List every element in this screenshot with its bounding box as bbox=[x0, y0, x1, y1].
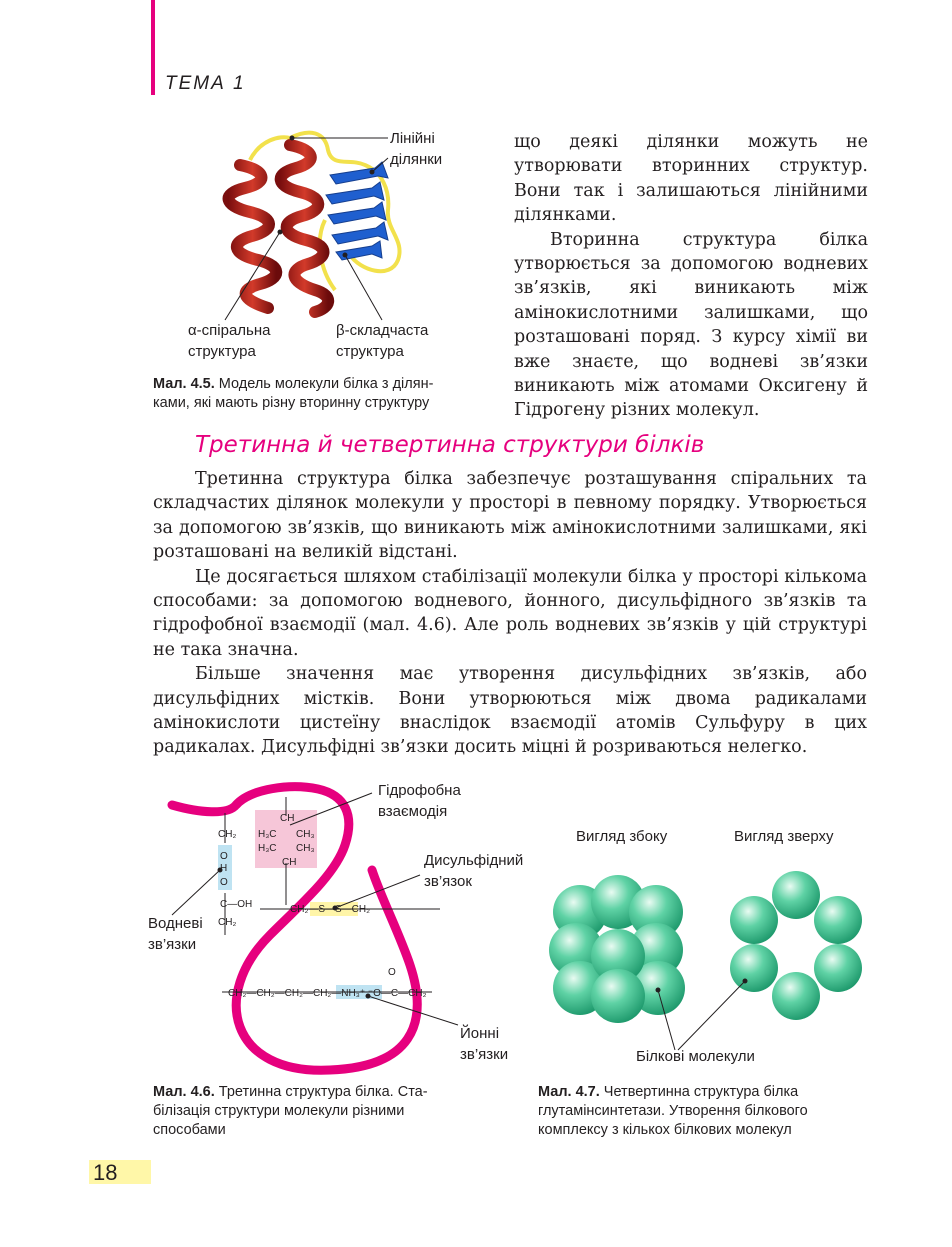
svg-text:CH₂—S—S—CH₂: CH₂—S—S—CH₂ bbox=[290, 904, 370, 915]
caption-4-6: Мал. 4.6. Третинна структура білка. Ста- білізація структури молекули різними способами bbox=[153, 1084, 428, 1138]
label-hydrophobic: Гідрофобна взаємодія bbox=[378, 782, 461, 820]
leader-lines bbox=[150, 120, 490, 340]
page-number: 18 bbox=[89, 1160, 151, 1184]
svg-text:CH₂: CH₂ bbox=[218, 917, 237, 928]
label-disulfide: Дисульфідний зв’язок bbox=[424, 852, 524, 890]
figure-4-5 bbox=[150, 120, 490, 420]
figure-4-7 bbox=[540, 820, 880, 1070]
svg-text:CH₂: CH₂ bbox=[218, 829, 237, 840]
top-view-spheres bbox=[730, 871, 862, 1020]
svg-text:CH₃: CH₃ bbox=[296, 829, 315, 840]
label-protein-molecules: Білкові молекули bbox=[636, 1048, 755, 1065]
paragraph: що деякі ділянки можуть не утворювати вторинних структур. Вони так і залишаються лінійними ділянками. bbox=[514, 132, 868, 226]
label-linear-regions: Лінійні ділянки bbox=[390, 130, 443, 168]
svg-text:O: O bbox=[220, 877, 228, 888]
paragraph: Третинна структура білка забезпечує розташування спіральних та складчастих ділянок молекули у просторі в певному порядку. Утворюється за допомогою зв’язків, що виникають між амінокислотними залишками, які розташовані на великій відстані. bbox=[153, 469, 867, 563]
svg-text:H₃C: H₃C bbox=[258, 829, 277, 840]
side-view-spheres bbox=[549, 875, 685, 1023]
caption-4-7: Мал. 4.7. Четвертинна структура білка глутамінсинтетази. Утворення білкового комплексу з кількох білкових молекул bbox=[538, 1084, 808, 1138]
label-side-view: Вигляд збоку bbox=[576, 828, 668, 845]
paragraph: Вторинна структура білка утворюється за допомогою водневих зв’язків, які виникають між амінокислотними залишками, що розташовані поряд. З курсу хімії ви вже знаєте, що водневі зв’язки виникають між атомами Оксигену й Гідрогену різних молекул. bbox=[514, 229, 868, 421]
label-top-view: Вигляд зверху bbox=[734, 828, 834, 845]
right-column-text bbox=[514, 130, 868, 423]
label-alpha-helix: α-спіральна структура bbox=[188, 322, 271, 360]
paragraph: Більше значення має утворення дисульфідних зв’язків, або дисульфідних містків. Вони утворюються між двома радикалами амінокислоти цистеїну внаслідок взаємодії атомів Сульфуру в цих радикалах. Дисульфідні зв’язки досить міцні й розриваються нелегко. bbox=[153, 664, 867, 758]
body-text bbox=[153, 467, 867, 760]
svg-text:CH: CH bbox=[280, 813, 295, 824]
label-hydrogen: Водневі зв’язки bbox=[148, 915, 203, 953]
caption-4-5: Мал. 4.5. Модель молекули білка з ділян- ками, які мають різну вторинну структуру bbox=[153, 376, 434, 411]
svg-text:O: O bbox=[388, 967, 396, 978]
label-beta-sheet: β-складчаста структура bbox=[336, 322, 429, 360]
svg-text:H: H bbox=[220, 863, 228, 874]
svg-text:H₃C: H₃C bbox=[258, 843, 277, 854]
svg-text:C—OH: C—OH bbox=[220, 899, 253, 910]
label-ionic: Йонні зв’язки bbox=[460, 1025, 509, 1063]
svg-text:CH: CH bbox=[282, 857, 297, 868]
svg-text:CH₂—CH₂—CH₂—CH₂—NH₃⁺ ⁻O—C—CH₂: CH₂—CH₂—CH₂—CH₂—NH₃⁺ ⁻O—C—CH₂ bbox=[228, 988, 427, 999]
section-heading: Третинна й четвертинна структури білків bbox=[195, 432, 705, 458]
theme-header: ТЕМА 1 bbox=[165, 73, 246, 94]
accent-bar bbox=[151, 0, 155, 95]
chemistry-formulas bbox=[218, 813, 427, 999]
svg-text:O: O bbox=[220, 851, 228, 862]
figure-4-6 bbox=[140, 775, 550, 1075]
paragraph: Це досягається шляхом стабілізації молекули білка у просторі кількома способами: за допомогою водневого, йонного, дисульфідного зв’язків та гідрофобної взаємодії (мал. 4.6). Але роль водневих зв’язків у цій структурі не така значна. bbox=[153, 566, 867, 660]
svg-text:CH₃: CH₃ bbox=[296, 843, 315, 854]
